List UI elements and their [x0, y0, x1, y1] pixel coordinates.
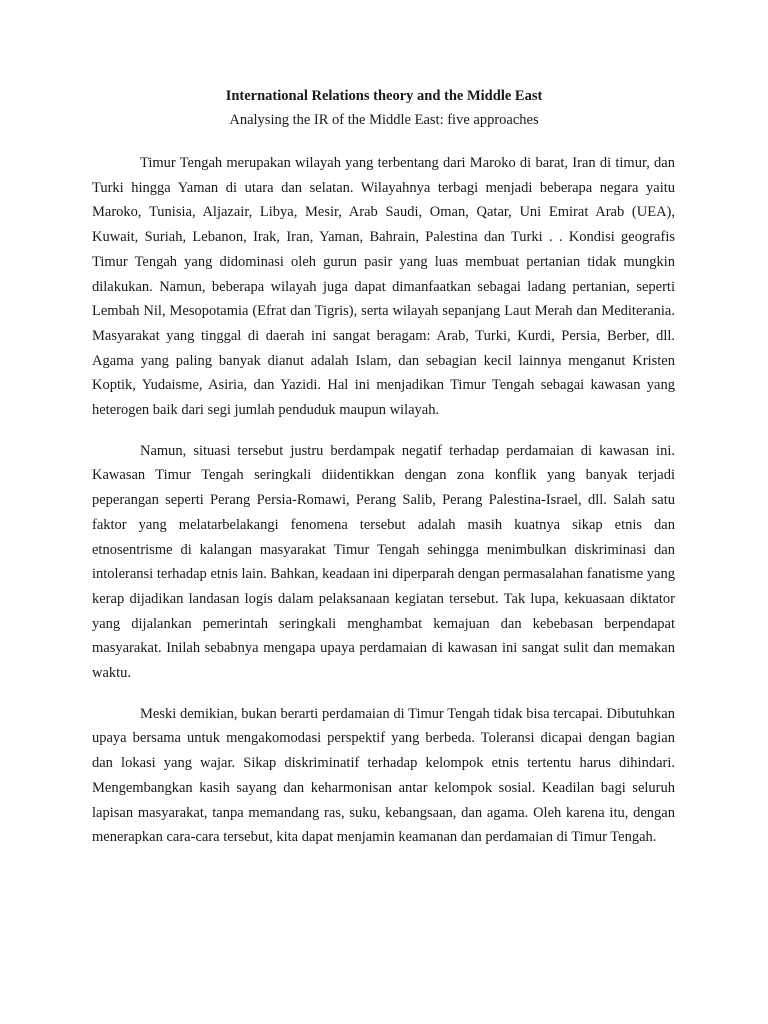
document-title: International Relations theory and the Middle East [225, 88, 543, 104]
document-body [92, 151, 675, 866]
paragraph-1: Timur Tengah merupakan wilayah yang terbentang dari Maroko di barat, Iran di timur, dan Turki hingga Yaman di utara dan selatan. Wilayahnya terbagi menjadi beberapa negara yaitu Maroko, Tunisia, Aljazair, Libya, Mesir, Arab Saudi, Oman, Qatar, Uni Emirat Arab (UEA), Kuwait, Suriah, Lebanon, Irak, Iran, Yaman, Bahrain, Palestina dan Turki . . Kondisi geografis Timur Tengah yang didominasi oleh gurun pasir yang luas membuat pertanian tidak mungkin dilakukan. Namun, beberapa wilayah juga dapat dimanfaatkan sebagai ladang pertanian, seperti Lembah Nil, Mesopotamia (Efrat dan Tigris), serta wilayah sepanjang Laut Merah dan Mediterania. Masyarakat yang tinggal di daerah ini sangat beragam: Arab, Turki, Kurdi, Persia, Berber, dll. Agama yang paling banyak dianut adalah Islam, dan sebagian kecil lainnya menganut Kristen Koptik, Yudaisme, Asiria, dan Yazidi. Hal ini menjadikan Timur Tengah sebagai kawasan yang heterogen baik dari segi jumlah penduduk maupun wilayah. [92, 155, 675, 419]
document-subtitle: Analysing the IR of the Middle East: five approaches [229, 112, 539, 128]
paragraph-3: Meski demikian, bukan berarti perdamaian di Timur Tengah tidak bisa tercapai. Dibutuhkan upaya bersama untuk mengakomodasi perspektif yang berbeda. Toleransi dicapai dengan bagian dan lokasi yang wajar. Sikap diskriminatif terhadap kelompok etnis tertentu harus dihindari. Mengembangkan kasih sayang dan keharmonisan antar kelompok sosial. Keadilan bagi seluruh lapisan masyarakat, tanpa memandang ras, suku, kebangsaan, dan agama. Oleh karena itu, dengan menerapkan cara-cara tersebut, kita dapat menjamin keamanan dan perdamaian di Timur Tengah. [92, 705, 675, 846]
paragraph-2: Namun, situasi tersebut justru berdampak negatif terhadap perdamaian di kawasan ini. Kawasan Timur Tengah seringkali diidentikkan dengan zona konflik yang banyak terjadi peperangan seperti Perang Persia-Romawi, Perang Salib, Perang Palestina-Israel, dll. Salah satu faktor yang melatarbelakangi fenomena tersebut adalah masih kuatnya sikap etnis dan etnosentrisme di kalangan masyarakat Timur Tengah sehingga menimbulkan diskriminasi dan intoleransi terhadap etnis lain. Bahkan, keadaan ini diperparah dengan permasalahan fanatisme yang kerap dijadikan landasan logis dalam pelaksanaan kegiatan tersebut. Tak lupa, kekuasaan diktator yang dijalankan pemerintah seringkali menghambat kemajuan dan kebebasan berpendapat masyarakat. Inilah sebabnya mengapa upaya perdamaian di kawasan ini sangat sulit dan memakan waktu. [92, 442, 675, 682]
